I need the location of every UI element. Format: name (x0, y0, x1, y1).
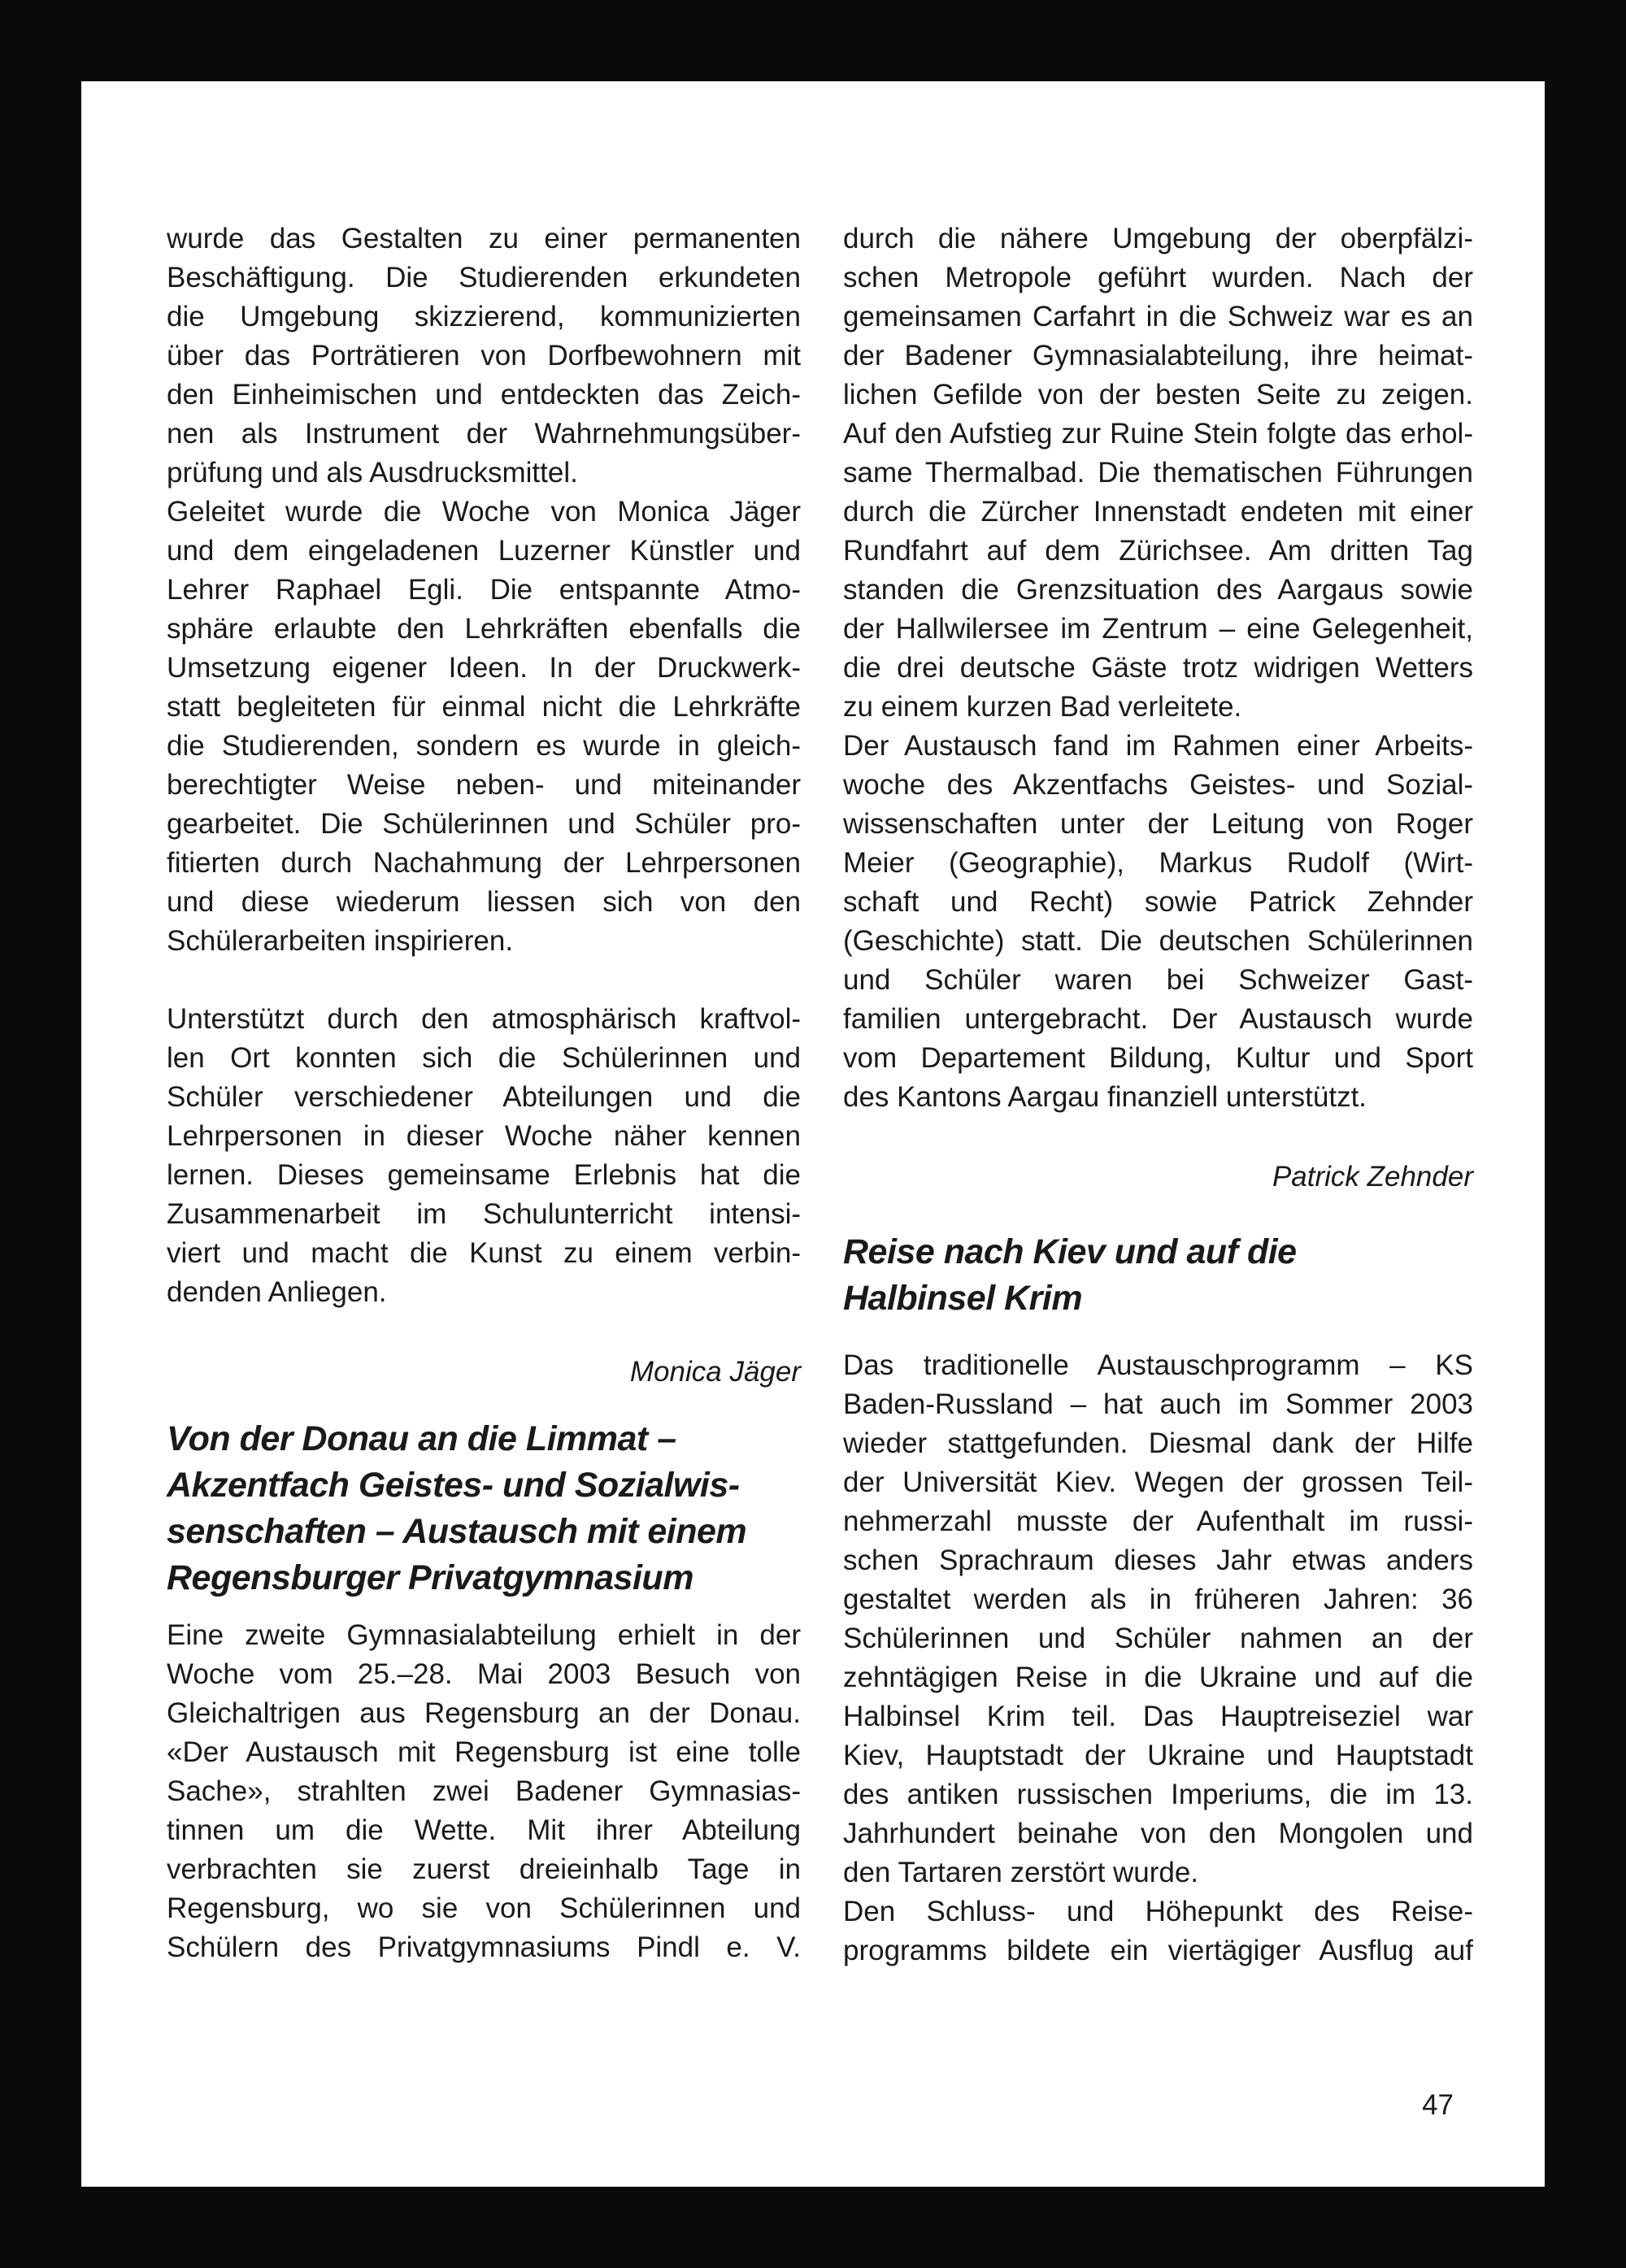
text-line: und diese wiederum liessen sich von den (167, 886, 801, 918)
text-line: (Geschichte) statt. Die deutschen Schülerinnen (843, 925, 1473, 957)
paragraph-spacer (167, 961, 801, 1000)
section-spacer (843, 1197, 1473, 1229)
text-line: Den Schluss- und Höhepunkt des Reise- (843, 1896, 1473, 1927)
text-line: Sache», strahlten zwei Badener Gymnasias- (167, 1775, 801, 1807)
heading-line: senschaften – Austausch mit einem (167, 1512, 747, 1551)
text-line: standen die Grenzsituation des Aargaus sowie (843, 574, 1473, 606)
text-line: Der Austausch fand im Rahmen einer Arbeits- (843, 730, 1473, 762)
text-line: «Der Austausch mit Regensburg ist eine tolle (167, 1736, 801, 1768)
text-line: Lehrer Raphael Egli. Die entspannte Atmo- (167, 574, 801, 606)
article-paragraph (167, 1616, 801, 1967)
heading-line: Reise nach Kiev und auf die (843, 1232, 1297, 1271)
text-line: Jahrhundert beinahe von den Mongolen und (843, 1818, 1473, 1849)
intro-paragraph (167, 219, 801, 493)
text-line: len Ort konnten sich die Schülerinnen und (167, 1042, 801, 1074)
text-line: und Schüler waren bei Schweizer Gast- (843, 964, 1473, 996)
heading-line: Von der Donau an die Limmat – (167, 1419, 676, 1458)
text-line: fitierten durch Nachahmung der Lehrpersonen (167, 847, 801, 879)
paragraph-organisation (843, 727, 1473, 1117)
heading-line: Akzentfach Geistes- und Sozialwis- (167, 1466, 740, 1505)
text-line: Baden-Russland – hat auch im Sommer 2003 (843, 1388, 1473, 1420)
text-line: viert und macht die Kunst zu einem verbin- (167, 1237, 801, 1269)
text-line: wurde das Gestalten zu einer permanenten (167, 223, 801, 254)
text-line: der Hallwilersee im Zentrum – eine Gelegenheit, (843, 613, 1473, 645)
text-line: Halbinsel Krim teil. Das Hauptreiseziel war (843, 1701, 1473, 1732)
article-paragraph (843, 1892, 1473, 1970)
text-line: schen Metropole geführt wurden. Nach der (843, 262, 1473, 293)
article-heading (167, 1416, 801, 1601)
text-line: zehntägigen Reise in die Ukraine und auf die (843, 1662, 1473, 1693)
text-line: Zusammenarbeit im Schulunterricht intensi- (167, 1198, 801, 1230)
article-paragraph (843, 1346, 1473, 1892)
text-line: gestaltet werden als in früheren Jahren: 36 (843, 1584, 1473, 1615)
text-line: sphäre erlaubte den Lehrkräften ebenfalls die (167, 613, 801, 645)
text-line: gearbeitet. Die Schülerinnen und Schüler pro- (167, 808, 801, 840)
text-line: vom Departement Bildung, Kultur und Sport (843, 1042, 1473, 1074)
section-spacer (167, 1392, 801, 1416)
heading-line: Regensburger Privatgymnasium (167, 1558, 693, 1597)
text-line: familien untergebracht. Der Austausch wurde (843, 1003, 1473, 1035)
text-line: woche des Akzentfachs Geistes- und Sozial- (843, 769, 1473, 801)
heading-spacer (843, 1322, 1473, 1346)
text-line: schaft und Recht) sowie Patrick Zehnder (843, 886, 1473, 918)
text-line: prüfung und als Ausdrucksmittel. (167, 457, 578, 489)
text-line: Schülerarbeiten inspirieren. (167, 925, 514, 957)
article-heading (843, 1229, 1473, 1322)
paragraph-continued (843, 219, 1473, 727)
text-line: verbrachten sie zuerst dreieinhalb Tage in (167, 1853, 801, 1885)
text-line: tinnen um die Wette. Mit ihrer Abteilung (167, 1814, 801, 1846)
left-column (167, 219, 801, 1967)
text-line: des antiken russischen Imperiums, die im 13. (843, 1779, 1473, 1810)
text-line: Rundfahrt auf dem Zürichsee. Am dritten Tag (843, 535, 1473, 567)
text-line: Umsetzung eigener Ideen. In der Druckwerk- (167, 652, 801, 684)
text-line: gemeinsamen Carfahrt in die Schweiz war es an (843, 301, 1473, 332)
text-line: Meier (Geographie), Markus Rudolf (Wirt- (843, 847, 1473, 879)
text-line: denden Anliegen. (167, 1276, 387, 1308)
text-line: nen als Instrument der Wahrnehmungsüber- (167, 418, 801, 450)
text-line: wissenschaften unter der Leitung von Roger (843, 808, 1473, 840)
text-line: und dem eingeladenen Luzerner Künstler und (167, 535, 801, 567)
text-line: über das Porträtieren von Dorfbewohnern mit (167, 340, 801, 371)
text-line: Regensburg, wo sie von Schülerinnen und (167, 1892, 801, 1924)
text-line: durch die Zürcher Innenstadt endeten mit einer (843, 496, 1473, 528)
heading-line: Halbinsel Krim (843, 1279, 1083, 1318)
text-line: statt begleiteten für einmal nicht die Lehrkräfte (167, 691, 801, 723)
text-line: die Studierenden, sondern es wurde in gleich- (167, 730, 801, 762)
right-column (843, 219, 1473, 1970)
author-signature: Monica Jäger (629, 1356, 801, 1388)
text-line: Kiev, Hauptstadt der Ukraine und Hauptstadt (843, 1740, 1473, 1771)
paragraph-workshop (167, 493, 801, 961)
text-line: Beschäftigung. Die Studierenden erkundeten (167, 262, 801, 293)
text-line: programms bildete ein viertägiger Ausflug auf (843, 1935, 1473, 1966)
text-line: zu einem kurzen Bad verleitete. (843, 691, 1242, 723)
page-number: 47 (1422, 2089, 1454, 2121)
text-line: lernen. Dieses gemeinsame Erlebnis hat die (167, 1159, 801, 1191)
text-line: Das traditionelle Austauschprogramm – KS (843, 1349, 1473, 1381)
text-line: wieder stattgefunden. Diesmal dank der Hilfe (843, 1427, 1473, 1459)
text-line: die drei deutsche Gäste trotz widrigen Wetters (843, 652, 1473, 684)
text-line: Gleichaltrigen aus Regensburg an der Donau. (167, 1697, 801, 1729)
text-line: Lehrpersonen in dieser Woche näher kennen (167, 1120, 801, 1152)
author-signature: Patrick Zehnder (1272, 1161, 1473, 1193)
text-line: des Kantons Aargau finanziell unterstützt. (843, 1081, 1367, 1113)
text-line: Schüler verschiedener Abteilungen und die (167, 1081, 801, 1113)
text-line: der Badener Gymnasialabteilung, ihre heimat- (843, 340, 1473, 371)
text-line: der Universität Kiev. Wegen der grossen Teil- (843, 1466, 1473, 1498)
text-line: Schülern des Privatgymnasiums Pindl e. V. (167, 1931, 801, 1963)
text-line: lichen Gefilde von der besten Seite zu zeigen. (843, 379, 1473, 411)
text-line: Geleitet wurde die Woche von Monica Jäger (167, 496, 801, 528)
text-line: Eine zweite Gymnasialabteilung erhielt in der (167, 1619, 801, 1651)
text-line: den Tartaren zerstört wurde. (843, 1857, 1199, 1888)
paragraph-conclusion (167, 1000, 801, 1312)
document-page (81, 81, 1545, 2187)
text-line: nehmerzahl musste der Aufenthalt im russi- (843, 1505, 1473, 1537)
text-line: schen Sprachraum dieses Jahr etwas anders (843, 1545, 1473, 1576)
text-line: berechtigter Weise neben- und miteinander (167, 769, 801, 801)
text-line: Auf den Aufstieg zur Ruine Stein folgte das erhol- (843, 418, 1473, 450)
heading-spacer (167, 1601, 801, 1616)
text-line: Woche vom 25.–28. Mai 2003 Besuch von (167, 1658, 801, 1690)
text-line: die Umgebung skizzierend, kommunizierten (167, 301, 801, 332)
text-line: same Thermalbad. Die thematischen Führungen (843, 457, 1473, 489)
text-line: Unterstützt durch den atmosphärisch kraftvol- (167, 1003, 801, 1035)
text-line: durch die nähere Umgebung der oberpfälzi- (843, 223, 1473, 254)
text-line: den Einheimischen und entdeckten das Zeich- (167, 379, 801, 411)
text-line: Schülerinnen und Schüler nahmen an der (843, 1623, 1473, 1654)
